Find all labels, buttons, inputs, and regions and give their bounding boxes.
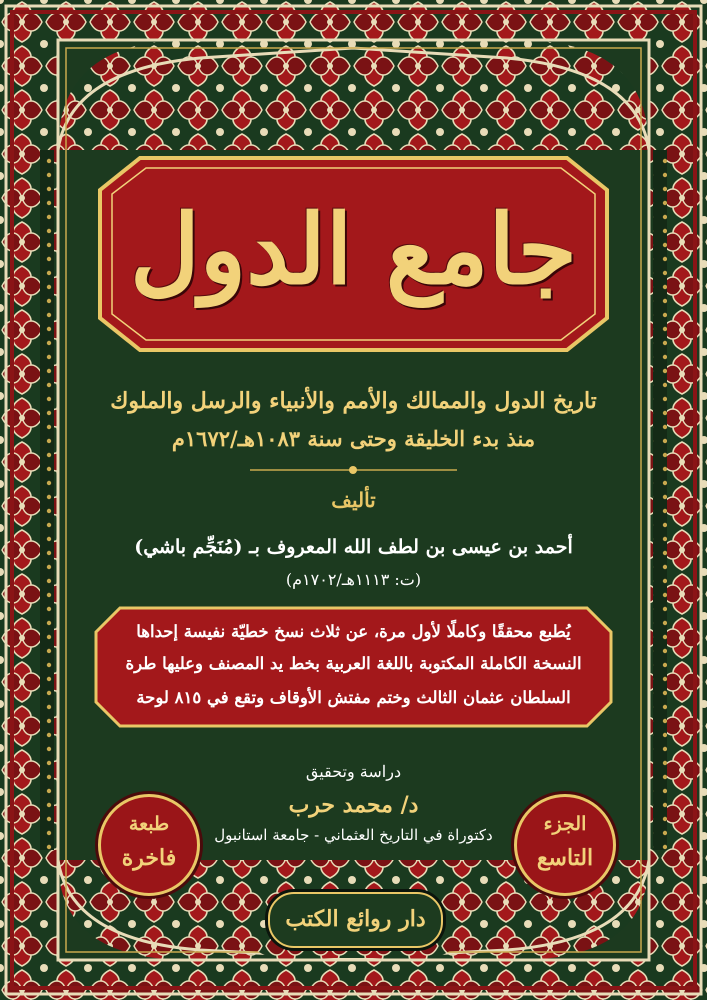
description-line: النسخة الكاملة المكتوبة باللغة العربية بخط يد المصنف وعليها طرة xyxy=(125,654,582,673)
description-line: يُطبع محققًا وكاملًا لأول مرة، عن ثلاث نسخ خطيّة نفيسة إحداها xyxy=(136,622,571,641)
volume-badge xyxy=(514,794,616,896)
editor-name: د/ محمد حرب xyxy=(288,792,419,818)
edition-type: فاخرة xyxy=(121,845,177,871)
subtitle-line-2: منذ بدء الخليقة وحتى سنة ١٠٨٣هـ/١٦٧٢م xyxy=(171,426,536,451)
subtitle-line-1: تاريخ الدول والممالك والأمم والأنبياء والرسل والملوك xyxy=(110,388,597,414)
edition-label: طبعة xyxy=(128,813,170,835)
publisher-logo xyxy=(268,892,443,948)
publisher-name: دار روائع الكتب xyxy=(285,906,426,932)
book-title: جامع الدول xyxy=(130,193,577,306)
author-name: أحمد بن عيسى بن لطف الله المعروف بـ (مُنَجِّم باشي) xyxy=(134,536,573,558)
volume-number: التاسع xyxy=(536,845,594,871)
volume-label: الجزء xyxy=(543,813,587,835)
edition-badge xyxy=(98,794,200,896)
editor-credentials: دكتوراة في التاريخ العثماني - جامعة استانبول xyxy=(214,826,493,844)
author-death-date: (ت: ١١١٣هـ/١٧٠٢م) xyxy=(285,570,422,589)
description-line: السلطان عثمان الثالث وختم مفتش الأوقاف وتقع في ٨١٥ لوحة xyxy=(136,688,571,707)
study-label: دراسة وتحقيق xyxy=(305,762,402,781)
author-label: تأليف xyxy=(331,488,376,512)
